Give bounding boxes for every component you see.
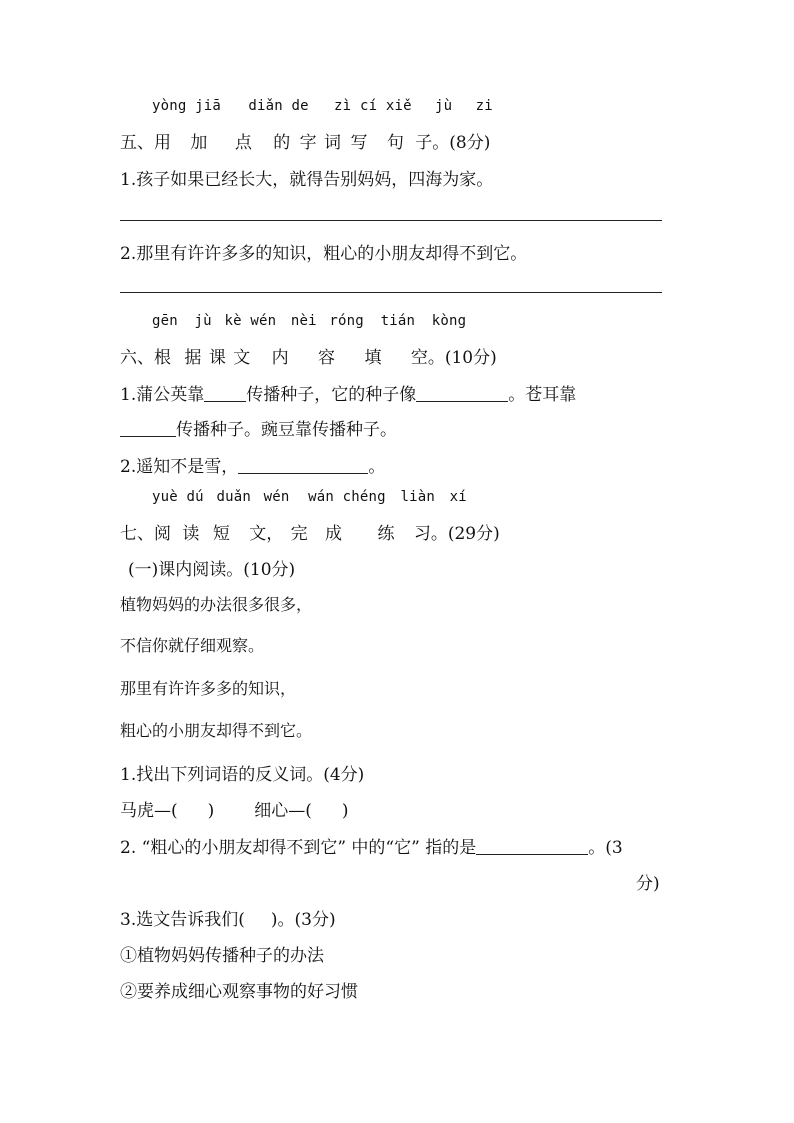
question-6-1: [120, 380, 576, 405]
poem-line: 不信你就仔细观察。: [120, 636, 265, 655]
pinyin: duǎn: [216, 489, 251, 505]
pinyin: gēn: [152, 313, 178, 329]
title-char: 填: [364, 348, 382, 368]
score: 。(10分): [427, 348, 497, 368]
pinyin: xiě: [385, 98, 412, 114]
pinyin: yòng: [152, 98, 187, 114]
question-text: 传播种子。豌豆靠传播种子。: [176, 420, 397, 440]
pinyin-row-7: [152, 489, 467, 505]
pinyin: cí: [359, 98, 378, 114]
title-char: 加: [190, 133, 208, 153]
score: 。(8分): [432, 133, 491, 153]
paren: ): [341, 801, 349, 821]
title-char: 文: [233, 348, 251, 368]
title-char: 的: [273, 133, 291, 153]
title-char: ，: [266, 524, 284, 544]
pinyin: nèi: [290, 313, 317, 329]
option-2: ②要养成细心观察事物的好习惯: [120, 982, 358, 1002]
title-char: 课: [208, 348, 226, 368]
question-5-2: 2.那里有许许多多的知识，粗心的小朋友却得不到它。: [120, 244, 528, 264]
pinyin: wén: [250, 313, 277, 329]
poem-line: 粗心的小朋友却得不到它。: [120, 721, 313, 740]
pinyin: jù: [194, 313, 212, 329]
pinyin: dú: [186, 489, 204, 505]
title-char: 成: [325, 524, 343, 544]
pinyin: diǎn: [248, 98, 283, 114]
score: 。(29分): [430, 524, 500, 544]
pinyin: wán: [308, 489, 335, 505]
question-5-1: 1.孩子如果已经长大，就得告别妈妈，四海为家。: [120, 170, 494, 190]
question-text: 2.遥知不是雪，: [120, 457, 239, 477]
answer-line: [120, 220, 662, 221]
pinyin: kè: [224, 313, 242, 329]
title-char: 短: [212, 524, 230, 544]
title-char: 内: [271, 348, 289, 368]
blank[interactable]: [238, 457, 368, 474]
question-text: 。(3: [588, 838, 623, 858]
pinyin: zì: [334, 98, 352, 114]
section-number: 六、: [120, 348, 154, 368]
title-char: 点: [234, 133, 252, 153]
question-text: 传播种子，它的种子像: [246, 385, 417, 405]
pinyin: xí: [449, 489, 467, 505]
question-text: 2. “粗心的小朋友却得不到它” 中的“它” 指的是: [120, 838, 477, 858]
pinyin: chéng: [342, 489, 386, 505]
question-6-2: [120, 452, 385, 477]
title-char: 据: [184, 348, 202, 368]
question-text: 1.蒲公英靠: [120, 385, 205, 405]
pinyin: wén: [263, 489, 290, 505]
pinyin: jù: [435, 98, 453, 114]
pinyin: jiā: [195, 98, 222, 114]
pinyin: yuè: [152, 489, 178, 505]
antonym-row: [120, 796, 349, 821]
question-7-3: [120, 905, 336, 930]
question-text: )。(3分): [270, 910, 336, 930]
title-char: 句: [386, 133, 404, 153]
question-text: 3.选文告诉我们(: [120, 910, 245, 930]
answer-line: [120, 292, 662, 293]
poem-line: 植物妈妈的办法很多很多，: [120, 595, 313, 614]
paren: ): [207, 801, 215, 821]
blank[interactable]: [476, 838, 588, 855]
section-number: 七、: [120, 524, 154, 544]
title-char: 习: [413, 524, 431, 544]
blank[interactable]: [416, 385, 508, 402]
title-char: 写: [350, 133, 368, 153]
subsection-title: (一)课内阅读。(10分): [128, 560, 296, 580]
pinyin: zi: [475, 98, 493, 114]
antonym-prompt: 细心—(: [254, 801, 312, 821]
title-char: 阅: [154, 524, 171, 544]
question-7-2-score: 分): [636, 874, 660, 894]
pinyin-row-6: [152, 313, 466, 329]
question-text: 。苍耳靠: [508, 385, 577, 405]
question-text: 。: [368, 457, 386, 477]
title-char: 词: [324, 133, 342, 153]
title-char: 练: [377, 524, 395, 544]
poem-line: 那里有许许多多的知识，: [120, 679, 297, 698]
title-char: 读: [182, 524, 200, 544]
title-char: 字: [299, 133, 317, 153]
title-char: 空: [410, 348, 428, 368]
title-char: 完: [290, 524, 308, 544]
section-number: 五、: [120, 133, 154, 153]
pinyin: liàn: [400, 489, 435, 505]
question-7-2: [120, 833, 623, 858]
section-6-title: [120, 343, 497, 368]
blank[interactable]: [204, 385, 246, 402]
title-char: 根: [154, 348, 171, 368]
pinyin: kòng: [431, 313, 467, 329]
title-char: 文: [249, 524, 267, 544]
blank[interactable]: [120, 420, 176, 437]
question-7-1: 1.找出下列词语的反义词。(4分): [120, 765, 365, 785]
option-1: ①植物妈妈传播种子的办法: [120, 946, 324, 966]
pinyin: tián: [380, 313, 416, 329]
section-7-title: [120, 519, 500, 544]
pinyin-row-5: [152, 98, 493, 114]
title-char: 子: [415, 133, 433, 153]
title-char: 用: [154, 133, 171, 153]
pinyin: de: [291, 98, 309, 114]
pinyin: róng: [329, 313, 364, 329]
section-5-title: [120, 128, 490, 153]
title-char: 容: [318, 348, 336, 368]
antonym-prompt: 马虎—(: [120, 801, 178, 821]
question-6-1-cont: [120, 415, 397, 440]
